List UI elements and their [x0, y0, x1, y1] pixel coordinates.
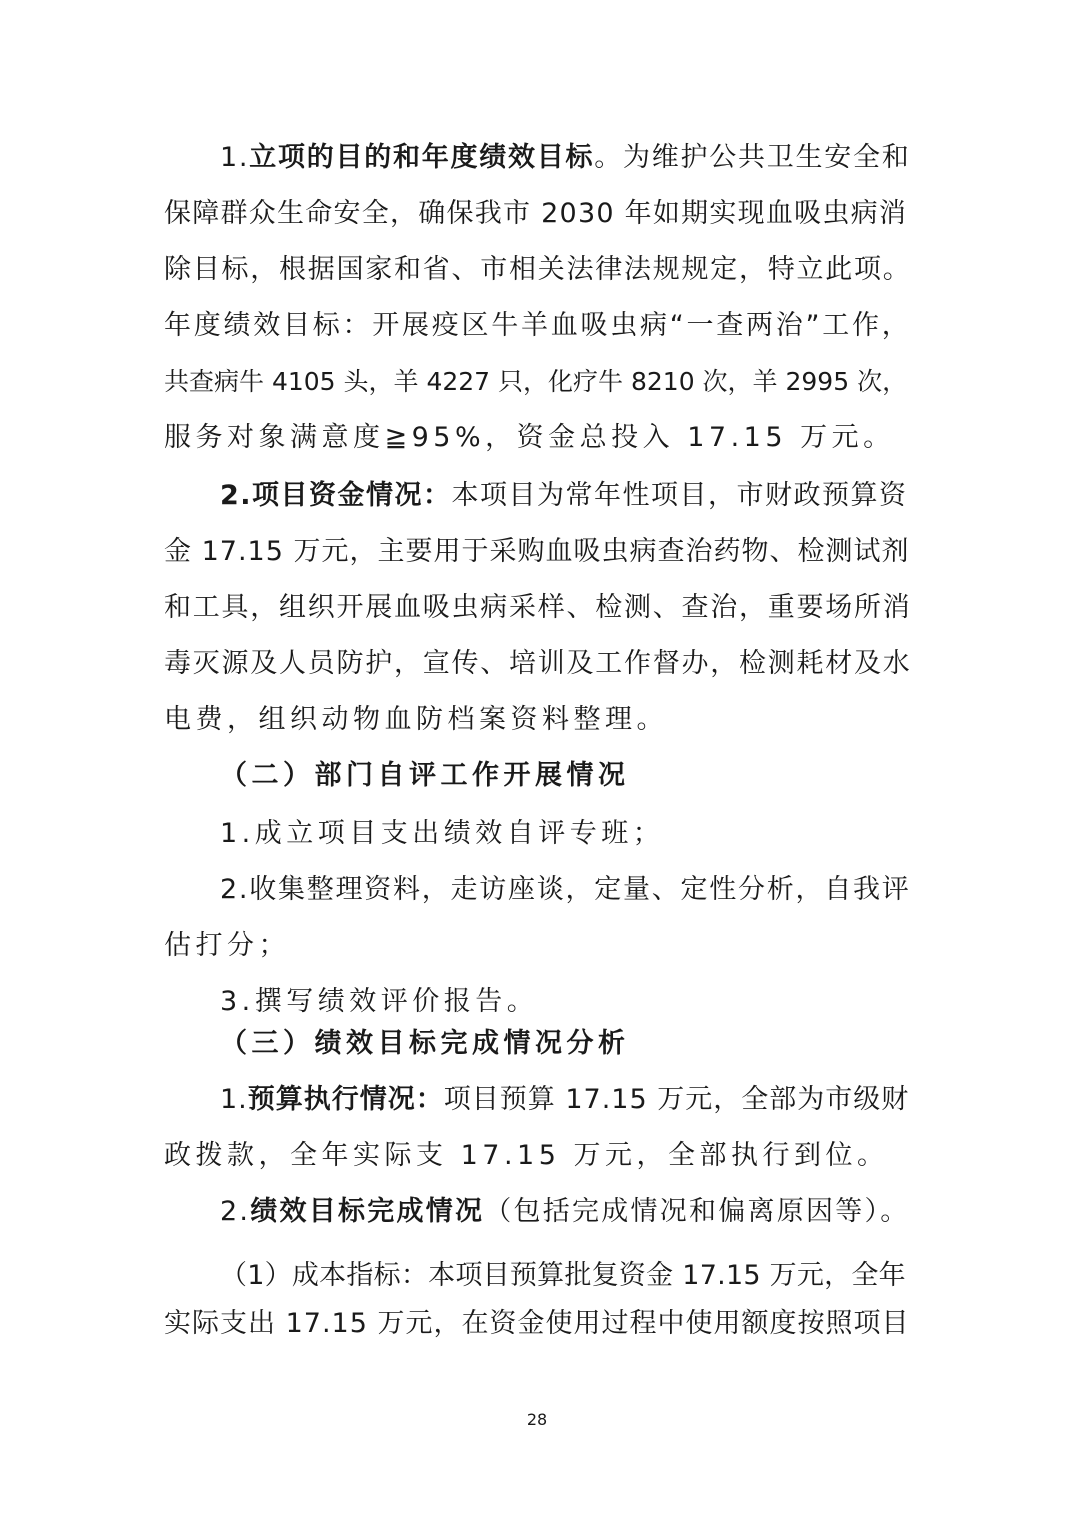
- paragraph-4-heading: 绩效目标完成情况: [250, 1196, 485, 1227]
- paragraph-2-line-5: 电费，组织动物血防档案资料整理。: [164, 704, 668, 735]
- paragraph-1-heading: 立项的目的和年度绩效目标: [249, 142, 595, 173]
- paragraph-2-text: 本项目为常年性项目，市财政预算资: [451, 480, 908, 511]
- paragraph-2-line-1: [220, 478, 908, 514]
- section-heading-2: （二）部门自评工作开展情况: [220, 760, 630, 791]
- paragraph-3-lead: 1.: [220, 1084, 248, 1115]
- paragraph-1-text: 。为维护公共卫生安全和: [594, 142, 911, 173]
- paragraph-1-line-4: 年度绩效目标：开展疫区牛羊血吸虫病“一查两治”工作，: [164, 310, 912, 341]
- paragraph-2-heading: 2.项目资金情况：: [220, 480, 452, 511]
- paragraph-1-line-3: 除目标，根据国家和省、市相关法律法规规定，特立此项。: [164, 254, 912, 285]
- paragraph-2-line-4: 毒灭源及人员防护，宣传、培训及工作督办，检测耗材及水: [164, 648, 912, 679]
- page-number: 28: [526, 1410, 548, 1429]
- list-item-2-line-1: 2.收集整理资料，走访座谈，定量、定性分析，自我评: [220, 874, 911, 905]
- paragraph-3-text: 项目预算 17.15 万元，全部为市级财: [443, 1084, 910, 1115]
- paragraph-4-lead: 2.: [220, 1196, 251, 1227]
- paragraph-4-text: （包括完成情况和偏离原因等）。: [484, 1196, 910, 1227]
- paragraph-5-line-2: 实际支出 17.15 万元，在资金使用过程中使用额度按照项目: [164, 1308, 910, 1339]
- list-item-3: 3.撰写绩效评价报告。: [220, 986, 539, 1017]
- paragraph-3-heading: 预算执行情况：: [247, 1084, 444, 1115]
- paragraph-1-line-1: [220, 140, 911, 176]
- paragraph-3-line-2: 政拨款，全年实际支 17.15 万元，全部执行到位。: [164, 1140, 889, 1171]
- paragraph-5-line-1: （1）成本指标：本项目预算批复资金 17.15 万元，全年: [220, 1260, 906, 1291]
- paragraph-3-line-1: [220, 1082, 909, 1118]
- paragraph-1-lead: 1.: [220, 142, 250, 173]
- paragraph-2-line-2: 金 17.15 万元，主要用于采购血吸虫病查治药物、检测试剂: [164, 536, 910, 567]
- paragraph-1-line-2: 保障群众生命安全，确保我市 2030 年如期实现血吸虫病消: [164, 198, 908, 229]
- paragraph-1-line-5: 共查病牛 4105 头，羊 4227 只，化疗牛 8210 次，羊 2995 次，: [164, 367, 908, 396]
- paragraph-4-line-1: [220, 1194, 910, 1230]
- list-item-2-line-2: 估打分；: [164, 930, 290, 961]
- section-heading-3: （三）绩效目标完成情况分析: [220, 1028, 630, 1059]
- paragraph-2-line-3: 和工具，组织开展血吸虫病采样、检测、查治，重要场所消: [164, 592, 912, 623]
- list-item-1: 1.成立项目支出绩效自评专班；: [220, 818, 665, 849]
- paragraph-1-line-6: 服务对象满意度≧95%，资金总投入 17.15 万元。: [164, 422, 895, 453]
